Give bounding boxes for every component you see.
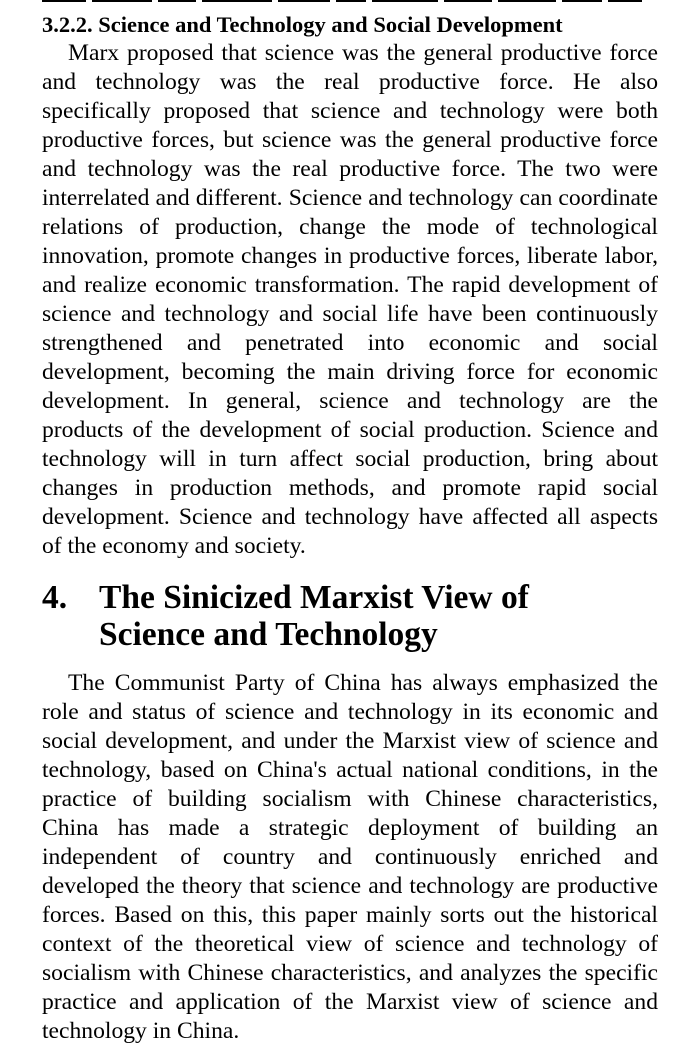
section-title: The Sinicized Marxist View of Science and Technology — [99, 579, 529, 653]
cropped-previous-line — [42, 0, 652, 2]
body-paragraph-2: The Communist Party of China has always emphasized the role and status of science and technology in its economic and social development, and under the Marxist view of science and technology, based on China's actual national conditions, in the practice of building socialism with Chinese characteristics, China has made a strategic deployment of building an independent of country and continuously enriched and developed the theory that science and technology are productive forces. Based on this, this paper mainly sorts out the historical context of the theoretical view of science and technology of socialism with Chinese characteristics, and analyzes the specific practice and application of the Marxist view of science and technology in China. — [42, 670, 658, 1044]
section-number: 4. — [42, 579, 68, 616]
subsection-heading: 3.2.2. Science and Technology and Social Development — [42, 12, 563, 37]
body-paragraph-1: Marx proposed that science was the general productive force and technology was the real productive force. He also specifically proposed that science and technology were both productive forces, but science was the general productive force and technology was the real productive force. The two were interrelated and different. Science and technology can coordinate relations of production, change the mode of technological innovation, promote changes in productive forces, liberate labor, and realize economic transformation. The rapid development of science and technology and social life have been continuously strengthened and penetrated into economic and social development, becoming the main driving force for economic development. In general, science and technology are the products of the development of social production. Science and technology will in turn affect social production, bring about changes in production methods, and promote rapid social development. Science and technology have affected all aspects of the economy and society. — [42, 40, 658, 559]
